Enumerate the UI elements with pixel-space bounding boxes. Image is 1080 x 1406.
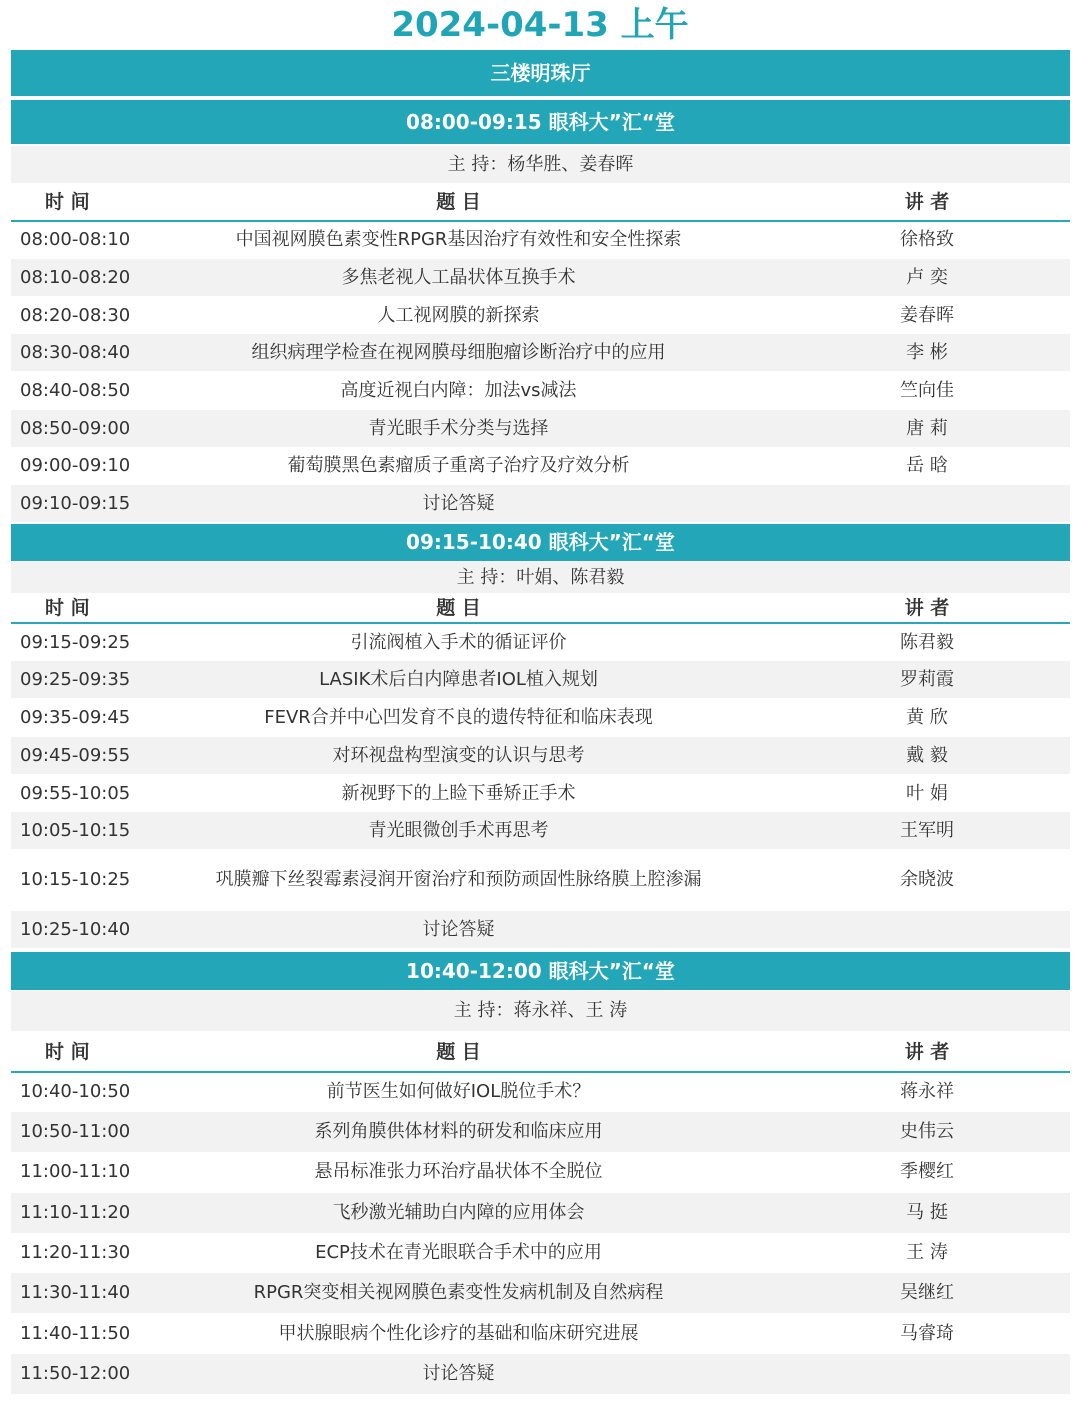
table-row xyxy=(11,1233,1070,1273)
row-time: 08:10-08:20 xyxy=(20,267,131,288)
row-speaker: 李 彬 xyxy=(906,342,948,363)
row-topic: 悬吊标准张力环治疗晶状体不全脱位 xyxy=(314,1161,603,1182)
header-topic: 题 目 xyxy=(436,1041,481,1063)
row-speaker: 陈君毅 xyxy=(900,632,954,653)
row-topic: 讨论答疑 xyxy=(422,919,495,940)
row-topic: FEVR合并中心凹发育不良的遗传特征和临床表现 xyxy=(264,707,653,728)
row-topic: 系列角膜供体材料的研发和临床应用 xyxy=(314,1121,603,1142)
row-speaker: 吴继红 xyxy=(900,1282,954,1303)
row-speaker: 戴 毅 xyxy=(906,745,948,766)
row-time: 10:25-10:40 xyxy=(20,919,131,940)
row-topic: 中国视网膜色素变性RPGR基因治疗有效性和安全性探索 xyxy=(235,229,682,250)
row-speaker: 罗莉霞 xyxy=(900,669,954,690)
table-header xyxy=(11,594,1070,624)
session-title-bar: 09:15-10:40 眼科大”汇“堂 xyxy=(11,524,1070,561)
session-title-bar: 10:40-12:00 眼科大”汇“堂 xyxy=(11,952,1070,990)
page-title: 2024-04-13 上午 xyxy=(391,5,689,45)
row-topic: 人工视网膜的新探索 xyxy=(377,305,540,326)
row-topic: LASIK术后白内障患者IOL植入规划 xyxy=(319,669,598,690)
header-speaker: 讲 者 xyxy=(904,1041,950,1063)
row-time: 10:50-11:00 xyxy=(20,1121,131,1142)
row-time: 08:40-08:50 xyxy=(20,380,131,401)
row-speaker: 蒋永祥 xyxy=(900,1081,954,1102)
session-host: 主 持：杨华胜、姜春晖 xyxy=(11,146,1070,183)
row-time: 11:30-11:40 xyxy=(20,1282,131,1303)
session-host: 主 持：蒋永祥、王 涛 xyxy=(11,991,1070,1031)
table-row xyxy=(11,297,1070,334)
row-topic: 对环视盘构型演变的认识与思考 xyxy=(332,745,585,766)
table-row xyxy=(11,1314,1070,1354)
row-topic: 新视野下的上睑下垂矫正手术 xyxy=(341,783,576,804)
row-speaker: 唐 莉 xyxy=(906,418,948,439)
row-topic: 青光眼手术分类与选择 xyxy=(368,418,549,439)
row-topic: RPGR突变相关视网膜色素变性发病机制及自然病程 xyxy=(253,1282,664,1303)
session-host: 主 持：叶娟、陈君毅 xyxy=(11,562,1070,593)
row-time: 08:00-08:10 xyxy=(20,229,131,250)
row-topic: 巩膜瓣下丝裂霉素浸润开窗治疗和预防顽固性脉络膜上腔渗漏 xyxy=(215,869,702,890)
table-row xyxy=(11,812,1070,849)
row-speaker: 岳 晗 xyxy=(906,455,948,476)
session-title-bar: 08:00-09:15 眼科大”汇“堂 xyxy=(11,100,1070,144)
row-speaker: 王军明 xyxy=(900,820,954,841)
row-speaker: 卢 奕 xyxy=(906,267,948,288)
row-topic: 多焦老视人工晶状体互换手术 xyxy=(341,267,576,288)
venue-bar: 三楼明珠厅 xyxy=(11,50,1070,96)
header-topic: 题 目 xyxy=(436,191,481,213)
row-time: 09:25-09:35 xyxy=(20,669,131,690)
table-row xyxy=(11,410,1070,447)
row-time: 09:55-10:05 xyxy=(20,783,131,804)
row-topic: 葡萄膜黑色素瘤质子重离子治疗及疗效分析 xyxy=(287,455,630,476)
row-time: 09:35-09:45 xyxy=(20,707,131,728)
header-speaker: 讲 者 xyxy=(904,597,950,619)
row-speaker: 马睿琦 xyxy=(900,1323,954,1344)
row-time: 11:40-11:50 xyxy=(20,1323,131,1344)
row-topic: 高度近视白内障：加法vs减法 xyxy=(340,380,577,401)
row-topic: 讨论答疑 xyxy=(422,493,495,514)
row-time: 09:10-09:15 xyxy=(20,493,131,514)
row-time: 09:00-09:10 xyxy=(20,455,131,476)
row-speaker: 黄 欣 xyxy=(906,707,948,728)
row-topic: ECP技术在青光眼联合手术中的应用 xyxy=(315,1242,602,1263)
table-row xyxy=(11,447,1070,484)
header-time: 时 间 xyxy=(45,1041,90,1063)
table-row xyxy=(11,1072,1070,1112)
row-topic: 青光眼微创手术再思考 xyxy=(368,820,549,841)
table-row xyxy=(11,775,1070,812)
row-time: 11:20-11:30 xyxy=(20,1242,131,1263)
row-topic: 飞秒激光辅助白内障的应用体会 xyxy=(332,1202,585,1223)
row-speaker: 王 涛 xyxy=(906,1242,948,1263)
row-topic: 前节医生如何做好IOL脱位手术？ xyxy=(326,1081,591,1102)
row-time: 11:00-11:10 xyxy=(20,1161,131,1182)
table-row xyxy=(11,1354,1070,1394)
row-time: 11:50-12:00 xyxy=(20,1363,131,1384)
header-topic: 题 目 xyxy=(436,597,481,619)
header-time: 时 间 xyxy=(45,191,90,213)
row-time: 10:15-10:25 xyxy=(20,869,131,890)
table-row xyxy=(11,661,1070,698)
table-header xyxy=(11,184,1070,222)
table-row xyxy=(11,372,1070,409)
row-time: 08:30-08:40 xyxy=(20,342,131,363)
table-row xyxy=(11,259,1070,296)
table-row xyxy=(11,334,1070,371)
row-time: 08:50-09:00 xyxy=(20,418,131,439)
row-speaker: 叶 娟 xyxy=(906,783,948,804)
table-header xyxy=(11,1034,1070,1073)
row-speaker: 季樱红 xyxy=(900,1161,954,1182)
table-row xyxy=(11,1273,1070,1313)
row-time: 10:40-10:50 xyxy=(20,1081,131,1102)
table-row xyxy=(11,1193,1070,1233)
row-speaker: 竺向佳 xyxy=(900,380,954,401)
table-row xyxy=(11,624,1070,661)
header-time: 时 间 xyxy=(45,597,90,619)
row-topic: 甲状腺眼病个性化诊疗的基础和临床研究进展 xyxy=(278,1323,639,1344)
row-topic: 组织病理学检查在视网膜母细胞瘤诊断治疗中的应用 xyxy=(251,342,666,363)
row-time: 10:05-10:15 xyxy=(20,820,131,841)
row-speaker: 徐格致 xyxy=(900,229,954,250)
table-row xyxy=(11,699,1070,736)
row-time: 11:10-11:20 xyxy=(20,1202,131,1223)
row-topic: 讨论答疑 xyxy=(422,1363,495,1384)
table-row xyxy=(11,1112,1070,1152)
row-speaker: 马 挺 xyxy=(906,1202,948,1223)
row-speaker: 余晓波 xyxy=(900,869,954,890)
row-speaker: 史伟云 xyxy=(900,1121,954,1142)
table-row xyxy=(11,850,1070,910)
row-topic: 引流阀植入手术的循证评价 xyxy=(350,632,567,653)
header-speaker: 讲 者 xyxy=(904,191,950,213)
row-time: 09:45-09:55 xyxy=(20,745,131,766)
table-row xyxy=(11,485,1070,522)
row-time: 08:20-08:30 xyxy=(20,305,131,326)
table-row xyxy=(11,737,1070,774)
table-row xyxy=(11,1152,1070,1192)
row-time: 09:15-09:25 xyxy=(20,632,131,653)
table-row xyxy=(11,221,1070,258)
row-speaker: 姜春晖 xyxy=(900,305,954,326)
table-row xyxy=(11,911,1070,948)
